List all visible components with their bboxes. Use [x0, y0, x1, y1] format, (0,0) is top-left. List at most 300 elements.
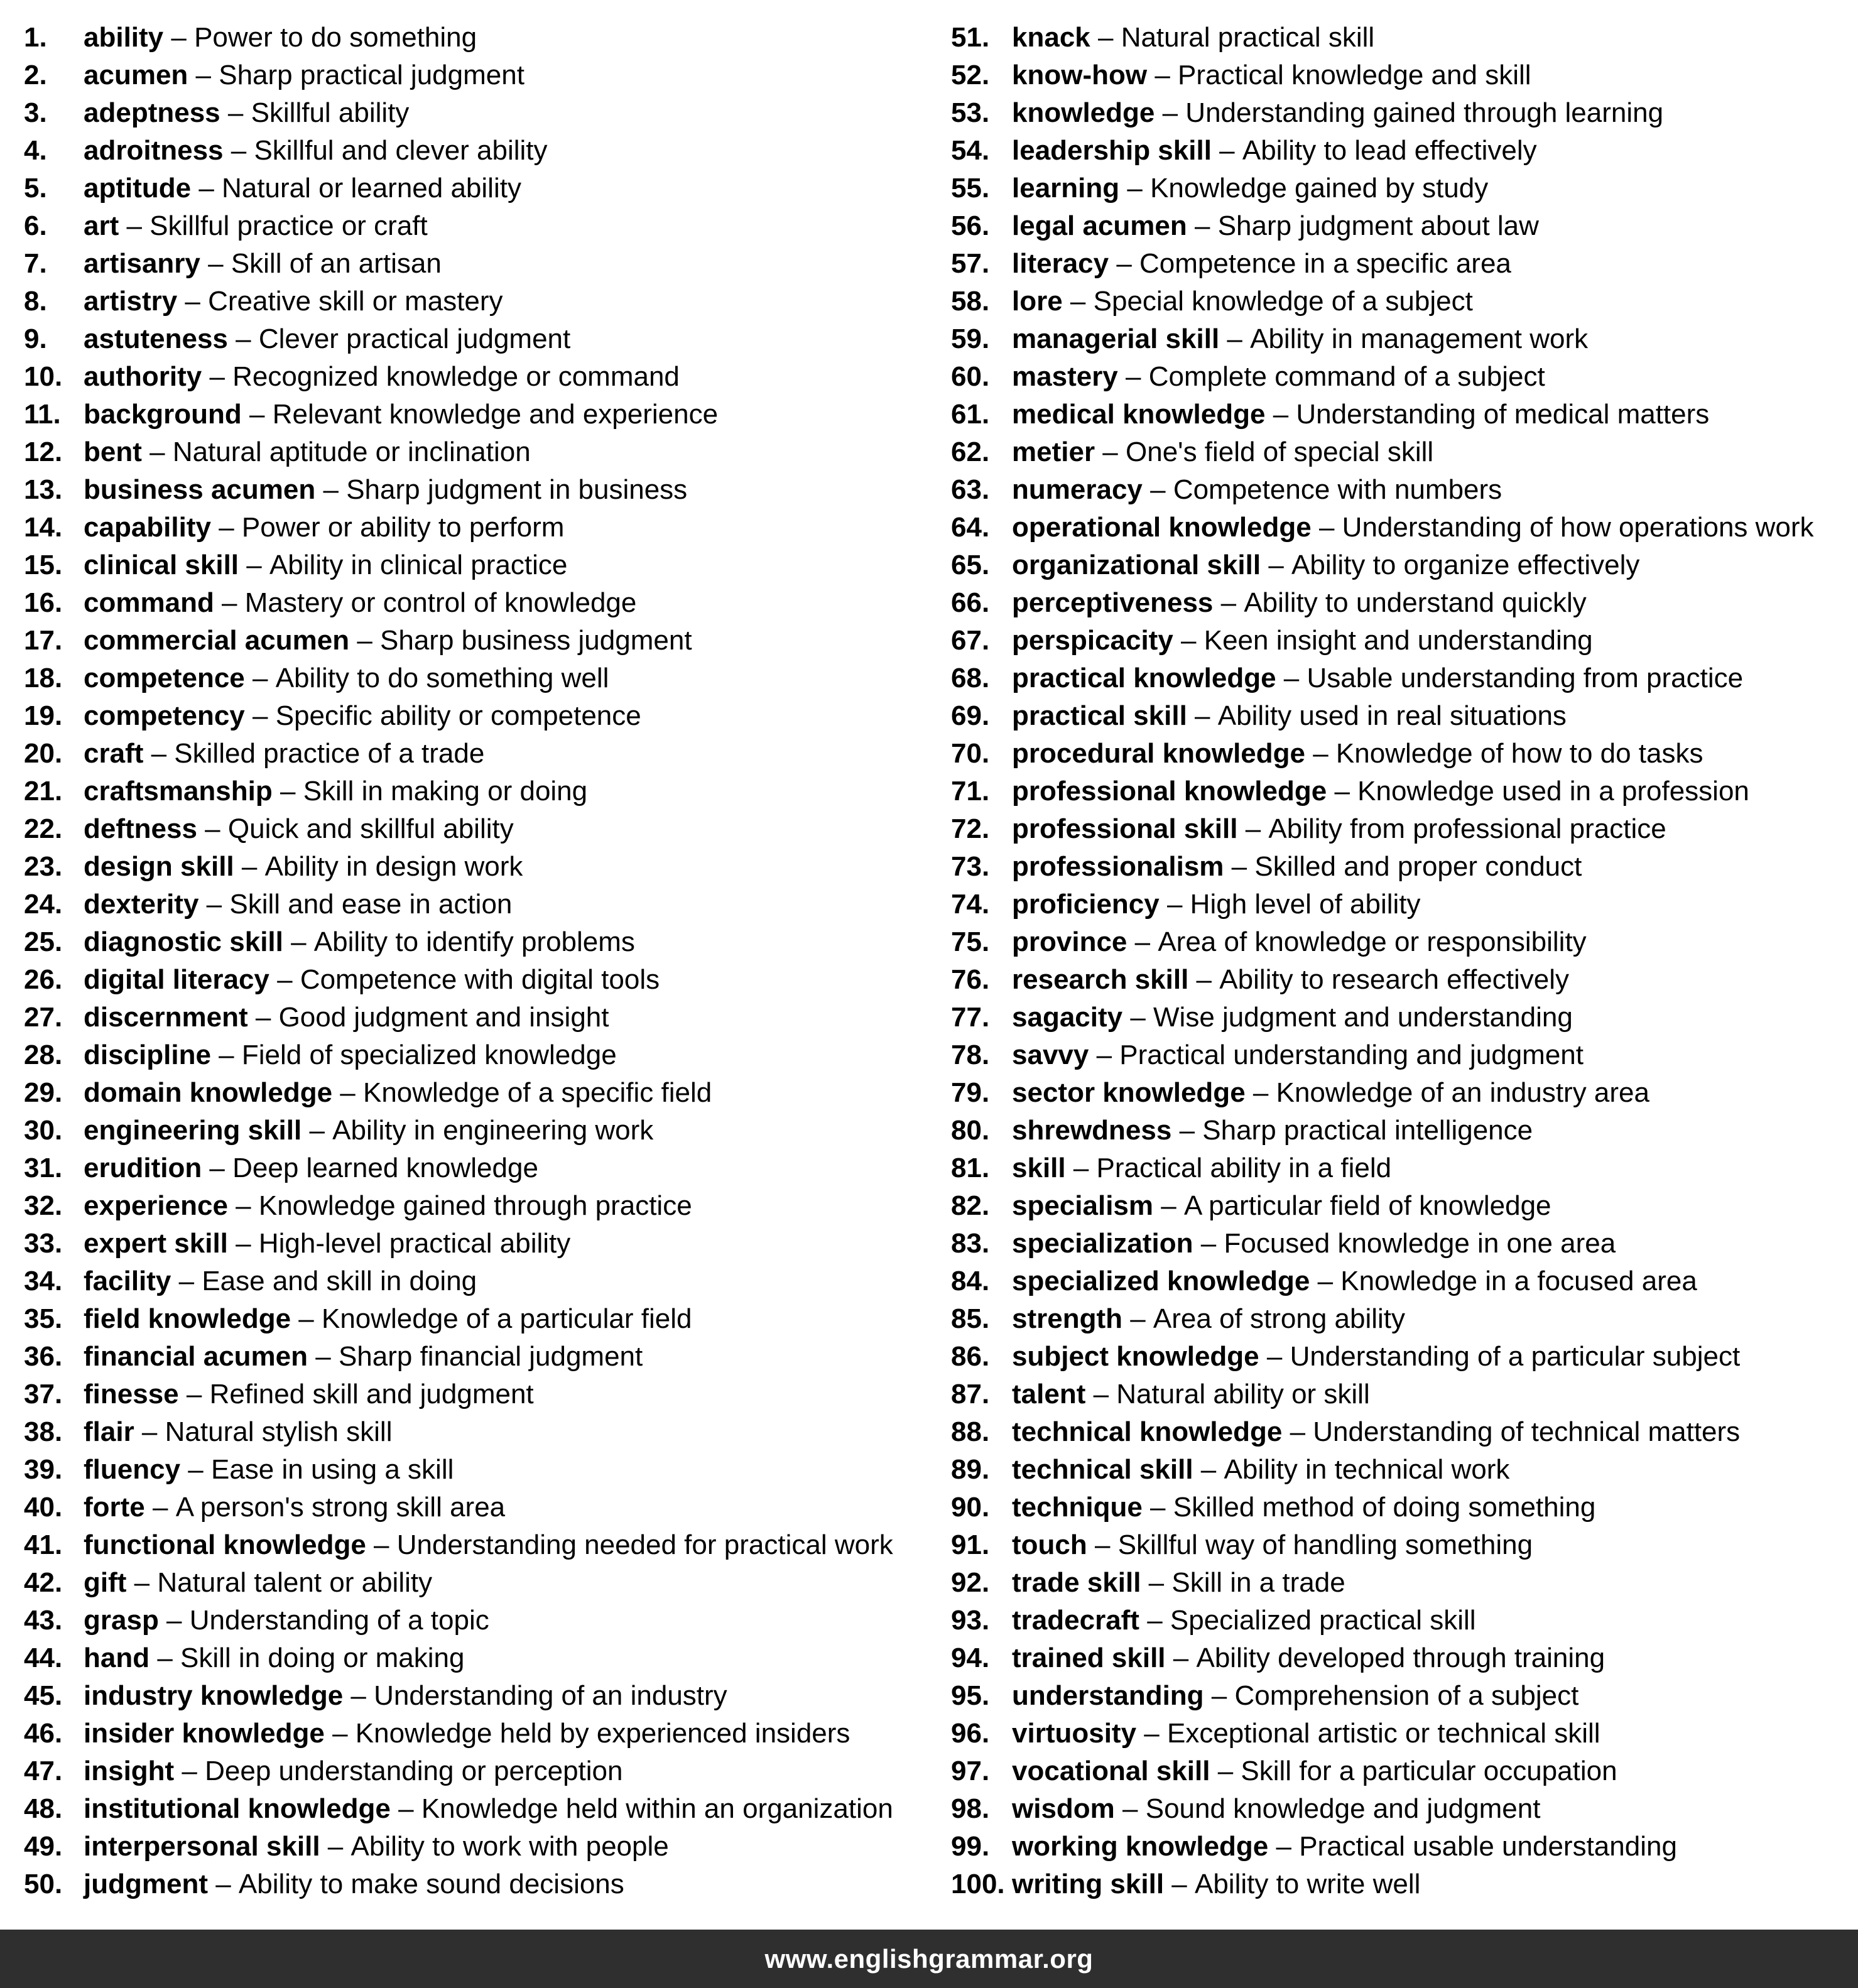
list-item — [24, 1564, 928, 1602]
list-item — [24, 1338, 928, 1376]
item-separator: – — [191, 173, 222, 204]
list-item — [951, 1225, 1855, 1263]
item-separator: – — [1261, 550, 1292, 580]
list-item — [24, 999, 928, 1036]
item-number: 26. — [24, 964, 63, 995]
item-number: 69. — [951, 700, 990, 731]
list-item — [24, 1074, 928, 1112]
list-item — [24, 320, 928, 358]
item-term: metier — [1012, 437, 1095, 467]
list-item — [951, 471, 1855, 509]
item-term: tradecraft — [1012, 1605, 1139, 1636]
item-number: 29. — [24, 1077, 63, 1108]
item-definition: Natural ability or skill — [1116, 1379, 1370, 1410]
item-number: 61. — [951, 399, 990, 430]
item-term: technique — [1012, 1492, 1143, 1523]
item-definition: Skill and ease in action — [229, 889, 513, 920]
item-definition: Skill in doing or making — [180, 1643, 465, 1673]
item-number: 89. — [951, 1454, 990, 1485]
item-separator: – — [1142, 474, 1173, 505]
item-definition: Understanding of a topic — [189, 1605, 489, 1636]
list-item — [24, 207, 928, 245]
item-definition: Ability in design work — [264, 851, 523, 882]
item-number: 1. — [24, 22, 47, 53]
item-definition: High level of ability — [1190, 889, 1421, 920]
item-term: shrewdness — [1012, 1115, 1172, 1146]
item-term: research skill — [1012, 964, 1189, 995]
item-separator: – — [1117, 361, 1149, 392]
item-term: fluency — [84, 1454, 181, 1485]
item-term: institutional knowledge — [84, 1793, 391, 1824]
item-separator: – — [158, 1605, 190, 1636]
item-separator: – — [234, 851, 265, 882]
item-definition: Natural or learned ability — [222, 173, 521, 204]
item-term: mastery — [1012, 361, 1118, 392]
item-definition: Knowledge of how to do tasks — [1335, 738, 1703, 769]
item-term: astuteness — [84, 323, 228, 354]
list-item — [951, 1300, 1855, 1338]
list-item — [951, 1413, 1855, 1451]
item-definition: Competence with numbers — [1173, 474, 1502, 505]
item-definition: Wise judgment and understanding — [1153, 1002, 1573, 1033]
item-separator: – — [1085, 1379, 1117, 1410]
item-definition: Sharp practical judgment — [219, 60, 524, 90]
item-term: subject knowledge — [1012, 1341, 1259, 1372]
footer-url[interactable]: www.englishgrammar.org — [764, 1943, 1094, 1974]
list-item — [24, 471, 928, 509]
list-item — [951, 1338, 1855, 1376]
item-number: 93. — [951, 1605, 990, 1636]
list-item — [951, 1602, 1855, 1639]
list-item — [24, 1187, 928, 1225]
item-separator: – — [269, 964, 300, 995]
item-number: 55. — [951, 173, 990, 204]
list-item — [24, 622, 928, 660]
item-separator: – — [1259, 1341, 1290, 1372]
item-number: 28. — [24, 1040, 63, 1070]
item-number: 46. — [24, 1718, 63, 1749]
item-separator: – — [1171, 1115, 1203, 1146]
item-term: dexterity — [84, 889, 199, 920]
list-item — [24, 1752, 928, 1790]
item-number: 48. — [24, 1793, 63, 1824]
item-definition: Knowledge used in a profession — [1357, 776, 1749, 807]
item-separator: – — [1087, 1529, 1118, 1560]
item-term: understanding — [1012, 1680, 1204, 1711]
list-item — [951, 283, 1855, 320]
item-term: sagacity — [1012, 1002, 1123, 1033]
list-item — [24, 1715, 928, 1752]
item-definition: Natural aptitude or inclination — [172, 437, 531, 467]
list-item — [24, 1602, 928, 1639]
item-definition: Ability to make sound decisions — [238, 1869, 624, 1899]
item-separator: – — [1109, 248, 1140, 279]
list-item — [951, 1790, 1855, 1828]
item-term: technical skill — [1012, 1454, 1193, 1485]
item-term: erudition — [84, 1153, 202, 1183]
item-term: deftness — [84, 813, 197, 844]
item-definition: Ability to organize effectively — [1291, 550, 1640, 580]
list-item — [951, 170, 1855, 207]
item-definition: Knowledge of a specific field — [362, 1077, 712, 1108]
item-number: 57. — [951, 248, 990, 279]
item-definition: Ability to do something well — [275, 663, 609, 693]
item-separator: – — [1154, 97, 1186, 128]
item-term: capability — [84, 512, 211, 543]
item-number: 52. — [951, 60, 990, 90]
list-item — [24, 170, 928, 207]
item-separator: – — [1188, 964, 1220, 995]
list-item — [951, 433, 1855, 471]
item-definition: Understanding of how operations work — [1342, 512, 1814, 543]
item-term: knack — [1012, 22, 1090, 53]
item-term: talent — [1012, 1379, 1086, 1410]
item-separator: – — [214, 587, 245, 618]
item-number: 96. — [951, 1718, 990, 1749]
item-term: judgment — [84, 1869, 208, 1899]
item-term: specialization — [1012, 1228, 1193, 1259]
item-definition: Competence in a specific area — [1139, 248, 1511, 279]
list-item — [24, 1790, 928, 1828]
item-separator: – — [244, 663, 276, 693]
list-item — [951, 1526, 1855, 1564]
item-term: writing skill — [1012, 1869, 1165, 1899]
item-separator: – — [1119, 173, 1151, 204]
item-term: industry knowledge — [84, 1680, 344, 1711]
item-separator: – — [223, 135, 254, 166]
item-number: 7. — [24, 248, 47, 279]
item-number: 82. — [951, 1190, 990, 1221]
item-definition: Natural talent or ability — [157, 1567, 433, 1598]
list-item — [951, 1451, 1855, 1489]
list-item — [951, 999, 1855, 1036]
item-definition: Specific ability or competence — [275, 700, 641, 731]
item-definition: Clever practical judgment — [258, 323, 571, 354]
list-item — [24, 433, 928, 471]
item-term: craftsmanship — [84, 776, 273, 807]
item-term: insight — [84, 1756, 175, 1786]
item-term: artistry — [84, 286, 178, 317]
item-term: lore — [1012, 286, 1063, 317]
item-number: 77. — [951, 1002, 990, 1033]
list-item — [951, 1074, 1855, 1112]
item-definition: Ease and skill in doing — [202, 1266, 477, 1296]
item-separator: – — [308, 1341, 339, 1372]
item-definition: Ability in clinical practice — [269, 550, 568, 580]
item-separator: – — [174, 1756, 205, 1786]
item-definition: Practical usable understanding — [1299, 1831, 1677, 1862]
item-term: learning — [1012, 173, 1120, 204]
item-term: background — [84, 399, 242, 430]
item-number: 67. — [951, 625, 990, 656]
item-separator: – — [1282, 1416, 1313, 1447]
item-definition: Sharp practical intelligence — [1202, 1115, 1533, 1146]
item-term: practical knowledge — [1012, 663, 1276, 693]
list-item — [24, 735, 928, 773]
item-separator: – — [320, 1831, 351, 1862]
item-definition: Ability in engineering work — [332, 1115, 654, 1146]
item-definition: Ability in management work — [1250, 323, 1589, 354]
item-separator: – — [1122, 1002, 1154, 1033]
list-item — [951, 1564, 1855, 1602]
list-item — [951, 848, 1855, 886]
item-separator: – — [1276, 663, 1307, 693]
item-definition: Sharp judgment about law — [1217, 210, 1539, 241]
item-number: 73. — [951, 851, 990, 882]
item-definition: Area of knowledge or responsibility — [1158, 926, 1587, 957]
item-separator: – — [1114, 1793, 1146, 1824]
item-separator: – — [163, 22, 195, 53]
item-definition: Skillful ability — [251, 97, 410, 128]
item-separator: – — [200, 248, 231, 279]
item-term: grasp — [84, 1605, 159, 1636]
list-item — [24, 1149, 928, 1187]
item-number: 74. — [951, 889, 990, 920]
item-definition: Good judgment and insight — [278, 1002, 609, 1033]
item-number: 19. — [24, 700, 63, 731]
item-term: specialized knowledge — [1012, 1266, 1310, 1296]
list-item — [951, 320, 1855, 358]
item-separator: – — [390, 1793, 421, 1824]
item-separator: – — [1142, 1492, 1173, 1523]
item-number: 8. — [24, 286, 47, 317]
item-definition: A particular field of knowledge — [1183, 1190, 1551, 1221]
item-term: domain knowledge — [84, 1077, 333, 1108]
list-item — [951, 1677, 1855, 1715]
item-term: trade skill — [1012, 1567, 1141, 1598]
list-item — [951, 207, 1855, 245]
item-term: professionalism — [1012, 851, 1224, 882]
item-term: medical knowledge — [1012, 399, 1266, 430]
list-item — [951, 19, 1855, 57]
item-definition: Relevant knowledge and experience — [272, 399, 719, 430]
item-separator: – — [1136, 1718, 1167, 1749]
item-number: 47. — [24, 1756, 63, 1786]
item-term: professional skill — [1012, 813, 1238, 844]
item-number: 64. — [951, 512, 990, 543]
item-separator: – — [1211, 135, 1242, 166]
item-number: 49. — [24, 1831, 63, 1862]
item-term: aptitude — [84, 173, 192, 204]
item-separator: – — [1187, 210, 1218, 241]
item-definition: Ability used in real situations — [1217, 700, 1567, 731]
list-item — [951, 132, 1855, 170]
item-number: 90. — [951, 1492, 990, 1523]
item-term: gift — [84, 1567, 127, 1598]
item-term: expert skill — [84, 1228, 228, 1259]
item-separator: – — [207, 1869, 239, 1899]
item-definition: Deep learned knowledge — [232, 1153, 538, 1183]
item-separator: – — [1310, 1266, 1341, 1296]
item-number: 75. — [951, 926, 990, 957]
word-list-right-column — [951, 19, 1855, 1903]
item-separator: – — [1265, 399, 1296, 430]
item-number: 22. — [24, 813, 63, 844]
item-definition: Understanding needed for practical work — [396, 1529, 893, 1560]
item-separator: – — [1127, 926, 1158, 957]
item-number: 32. — [24, 1190, 63, 1221]
item-number: 79. — [951, 1077, 990, 1108]
item-definition: Ability to research effectively — [1219, 964, 1570, 995]
item-separator: – — [1203, 1680, 1235, 1711]
item-term: perceptiveness — [1012, 587, 1214, 618]
item-number: 18. — [24, 663, 63, 693]
item-definition: Skill for a particular occupation — [1241, 1756, 1617, 1786]
list-item — [24, 1263, 928, 1300]
item-number: 38. — [24, 1416, 63, 1447]
item-separator: – — [1268, 1831, 1300, 1862]
item-term: acumen — [84, 60, 188, 90]
item-number: 25. — [24, 926, 63, 957]
item-term: leadership skill — [1012, 135, 1212, 166]
item-separator: – — [247, 1002, 279, 1033]
item-term: business acumen — [84, 474, 316, 505]
item-definition: Recognized knowledge or command — [232, 361, 680, 392]
item-number: 20. — [24, 738, 63, 769]
item-term: competence — [84, 663, 245, 693]
item-term: adeptness — [84, 97, 220, 128]
item-definition: Ability to work with people — [350, 1831, 669, 1862]
item-term: literacy — [1012, 248, 1109, 279]
item-definition: Competence with digital tools — [300, 964, 660, 995]
list-item — [951, 1715, 1855, 1752]
item-definition: Knowledge held by experienced insiders — [355, 1718, 850, 1749]
item-number: 13. — [24, 474, 63, 505]
item-definition: Ability to understand quickly — [1244, 587, 1587, 618]
item-term: operational knowledge — [1012, 512, 1312, 543]
list-item — [951, 1036, 1855, 1074]
list-item — [24, 697, 928, 735]
item-definition: Understanding of an industry — [374, 1680, 727, 1711]
item-definition: Skillful and clever ability — [254, 135, 548, 166]
item-separator: – — [1305, 738, 1336, 769]
item-number: 10. — [24, 361, 63, 392]
list-item — [24, 1677, 928, 1715]
item-number: 87. — [951, 1379, 990, 1410]
item-number: 21. — [24, 776, 63, 807]
item-term: command — [84, 587, 214, 618]
item-separator: – — [177, 286, 209, 317]
item-term: organizational skill — [1012, 550, 1261, 580]
item-term: craft — [84, 738, 144, 769]
item-definition: Natural stylish skill — [165, 1416, 393, 1447]
list-item — [951, 584, 1855, 622]
item-number: 81. — [951, 1153, 990, 1183]
item-definition: Understanding of a particular subject — [1290, 1341, 1741, 1372]
item-term: savvy — [1012, 1040, 1089, 1070]
item-number: 12. — [24, 437, 63, 467]
item-number: 15. — [24, 550, 63, 580]
item-number: 100. — [951, 1869, 1005, 1899]
list-item — [24, 848, 928, 886]
list-item — [951, 509, 1855, 546]
item-number: 35. — [24, 1303, 63, 1334]
item-definition: Usable understanding from practice — [1307, 663, 1744, 693]
item-definition: Quick and skillful ability — [227, 813, 514, 844]
item-term: numeracy — [1012, 474, 1143, 505]
item-number: 62. — [951, 437, 990, 467]
item-number: 84. — [951, 1266, 990, 1296]
list-item — [24, 245, 928, 283]
item-term: art — [84, 210, 119, 241]
item-term: virtuosity — [1012, 1718, 1137, 1749]
list-item — [951, 1149, 1855, 1187]
item-definition: Skillful practice or craft — [149, 210, 428, 241]
list-item — [24, 1413, 928, 1451]
item-term: know-how — [1012, 60, 1148, 90]
list-item — [951, 57, 1855, 94]
item-separator: – — [188, 60, 219, 90]
list-item — [24, 1300, 928, 1338]
item-definition: Keen insight and understanding — [1203, 625, 1593, 656]
list-item — [24, 923, 928, 961]
item-number: 70. — [951, 738, 990, 769]
item-separator: – — [343, 1680, 374, 1711]
item-term: working knowledge — [1012, 1831, 1269, 1862]
item-number: 40. — [24, 1492, 63, 1523]
item-number: 41. — [24, 1529, 63, 1560]
item-term: commercial acumen — [84, 625, 350, 656]
item-term: competency — [84, 700, 245, 731]
list-item — [951, 923, 1855, 961]
item-number: 37. — [24, 1379, 63, 1410]
list-item — [24, 1036, 928, 1074]
item-term: discernment — [84, 1002, 248, 1033]
item-number: 16. — [24, 587, 63, 618]
item-term: managerial skill — [1012, 323, 1220, 354]
item-definition: High-level practical ability — [258, 1228, 571, 1259]
item-number: 17. — [24, 625, 63, 656]
item-separator: – — [1159, 889, 1190, 920]
item-separator: – — [1065, 1153, 1097, 1183]
item-separator: – — [1173, 625, 1204, 656]
item-number: 24. — [24, 889, 63, 920]
item-definition: Skilled method of doing something — [1173, 1492, 1596, 1523]
item-definition: Field of specialized knowledge — [241, 1040, 617, 1070]
item-separator: – — [1095, 437, 1126, 467]
item-definition: One's field of special skill — [1126, 437, 1434, 467]
item-separator: – — [283, 926, 314, 957]
item-separator: – — [1090, 22, 1121, 53]
item-term: finesse — [84, 1379, 179, 1410]
item-definition: Mastery or control of knowledge — [244, 587, 637, 618]
item-definition: Ease in using a skill — [210, 1454, 454, 1485]
item-definition: Power to do something — [194, 22, 477, 53]
item-definition: Ability developed through training — [1196, 1643, 1605, 1673]
item-separator: – — [198, 889, 230, 920]
list-item — [24, 886, 928, 923]
item-separator: – — [202, 1153, 233, 1183]
item-term: ability — [84, 22, 164, 53]
list-item — [951, 1489, 1855, 1526]
item-separator: – — [1327, 776, 1358, 807]
item-number: 53. — [951, 97, 990, 128]
item-term: trained skill — [1012, 1643, 1166, 1673]
item-definition: Skill in making or doing — [303, 776, 588, 807]
item-term: discipline — [84, 1040, 211, 1070]
list-item — [24, 1526, 928, 1564]
item-number: 27. — [24, 1002, 63, 1033]
item-separator: – — [1141, 1567, 1172, 1598]
item-number: 34. — [24, 1266, 63, 1296]
item-definition: Understanding of technical matters — [1313, 1416, 1741, 1447]
item-definition: Skilled practice of a trade — [174, 738, 485, 769]
list-item — [951, 358, 1855, 396]
item-number: 14. — [24, 512, 63, 543]
list-item — [24, 1451, 928, 1489]
item-definition: Practical understanding and judgment — [1119, 1040, 1584, 1070]
list-item — [951, 1639, 1855, 1677]
